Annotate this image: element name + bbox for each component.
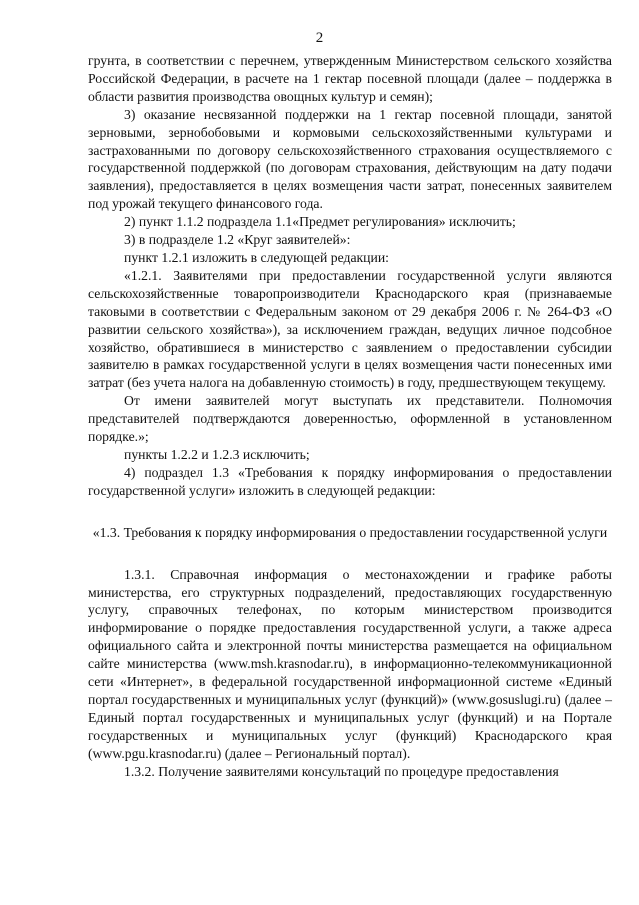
paragraph-item-2-exclude: 2) пункт 1.1.2 подраздела 1.1«Предмет регулирования» исключить; [124,214,516,230]
paragraph-continuation: грунта, в соответствии с перечнем, утвержденным Министерством сельского хозяйства Российской Федерации, в расчете на 1 гектар посевной площади (далее – поддержка в области развития производства овощных культур и семян); [88,53,612,104]
paragraph-item-4: 4) подраздел 1.3 «Требования к порядку информирования о предоставлении государственной услуги» изложить в следующей редакции: [88,464,612,498]
paragraph-1-3-2: 1.3.2. Получение заявителями консультаций по процедуре предоставления [124,763,559,779]
paragraph-exclude-1-2-2: пункты 1.2.2 и 1.2.3 исключить; [124,446,310,462]
paragraph-item-3: 3) оказание несвязанной поддержки на 1 гектар посевной площади, занятой зерновыми, зернобобовыми и кормовыми сельскохозяйственными культурами и застрахованными по договору сельскохозяйственного страхования осуществляемого с государственной поддержкой (по договорам страхования, действующим на дату подачи заявления), предоставляется в целях возмещения части затрат, понесенных заявителем под урожай текущего финансового года. [88,106,612,212]
paragraph-1-2-1: «1.2.1. Заявителями при предоставлении государственной услуги являются сельскохозяйственные товаропроизводители Краснодарского края (признаваемые таковыми в соответствии с Федеральным законом от 29 декабря 2006 г. № 264-ФЗ «О развитии сельского хозяйства»), за исключением граждан, ведущих личное подсобное хозяйство, обратившиеся в министерство с заявлением о предоставлении субсидии заявителю в рамках государственной услуги в целях возмещения части понесенных ими затрат (без учета налога на добавленную стоимость) в году, предшествующем текущему. [88,267,612,391]
paragraph-1-2-1-intro: пункт 1.2.1 изложить в следующей редакции: [124,249,389,265]
paragraph-item-3-applicants: 3) в подразделе 1.2 «Круг заявителей»: [124,232,351,248]
page-number: 2 [315,30,324,46]
paragraph-representatives: От имени заявителей могут выступать их представители. Полномочия представителей подтверждаются доверенностью, оформленной в установленном порядке.»; [88,393,612,445]
section-title: «1.3. Требования к порядку информирования о предоставлении государственной услуги [92,524,608,540]
paragraph-1-3-1: 1.3.1. Справочная информация о местонахождении и графике работы министерства, его структурных подразделений, предоставляющих государственную услугу, справочных телефонах, по которым министерством производится информирование о порядке предоставления государственной услуги, а также адреса официального сайта и электронной почты министерства размещается на официальном сайте министерства (www.msh.krasnodar.ru), в информационно-телекоммуникационной сети «Интернет», в федеральной государственной информационной системе «Единый портал государственных и муниципальных услуг (функций)» (www.gosuslugi.ru) (далее – Единый портал государственных и муниципальных услуг (функций) и на Портале государственных и муниципальных услуг (функций) Краснодарского края (www.pgu.krasnodar.ru) (далее – Региональный портал). [88,566,612,761]
document-body [88,52,612,781]
